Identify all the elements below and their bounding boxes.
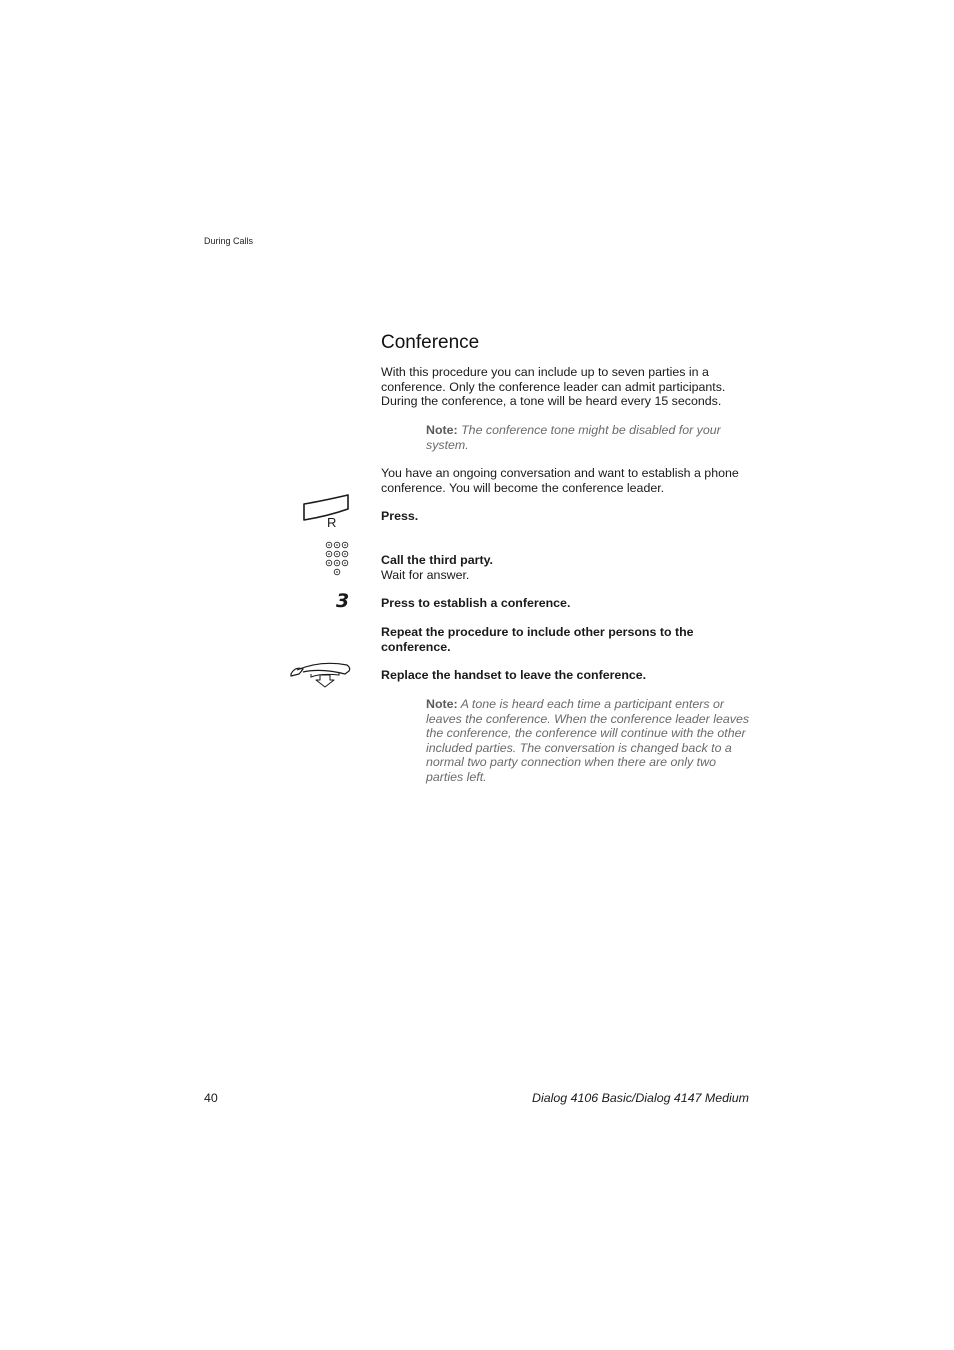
footer-product-name: Dialog 4106 Basic/Dialog 4147 Medium xyxy=(532,1091,749,1105)
note-label: Note: xyxy=(426,423,458,437)
note-tone-disabled xyxy=(426,423,752,452)
note-participant-tone xyxy=(426,697,752,785)
digit-3-key-icon: 3 xyxy=(336,590,350,612)
note-text: A tone is heard each time a participant enters or leaves the conference. When the conference leader leaves the conference, the conference will continue with the other included parties. The conversation is changed back to a normal two party connection when there are only two parties left. xyxy=(426,697,750,784)
keypad-icon xyxy=(325,541,351,577)
step-repeat-procedure: Repeat the procedure to include other persons to the conference. xyxy=(381,625,694,654)
page-number: 40 xyxy=(204,1091,218,1105)
note-text: The conference tone might be disabled for your system. xyxy=(426,423,721,452)
register-key-label: R xyxy=(327,515,337,530)
running-header: During Calls xyxy=(204,236,254,246)
step-wait-text: Wait for answer. xyxy=(381,567,470,582)
step-replace-handset: Replace the handset to leave the conference. xyxy=(381,668,647,682)
page-title: Conference xyxy=(381,332,480,353)
step-call-third-label: Call the third party. xyxy=(381,553,493,567)
intro-paragraph: With this procedure you can include up to seven parties in a conference. Only the conference leader can admit participants. During the conference, a tone will be heard every 15 seconds. xyxy=(381,365,726,409)
step-establish-conference: Press to establish a conference. xyxy=(381,596,571,610)
step-press: Press. xyxy=(381,509,419,523)
handset-down-icon xyxy=(287,660,353,688)
step-call-third-party xyxy=(381,553,753,582)
note-label: Note: xyxy=(426,697,458,711)
situation-paragraph: You have an ongoing conversation and want to establish a phone conference. You will become the conference leader. xyxy=(381,466,739,495)
